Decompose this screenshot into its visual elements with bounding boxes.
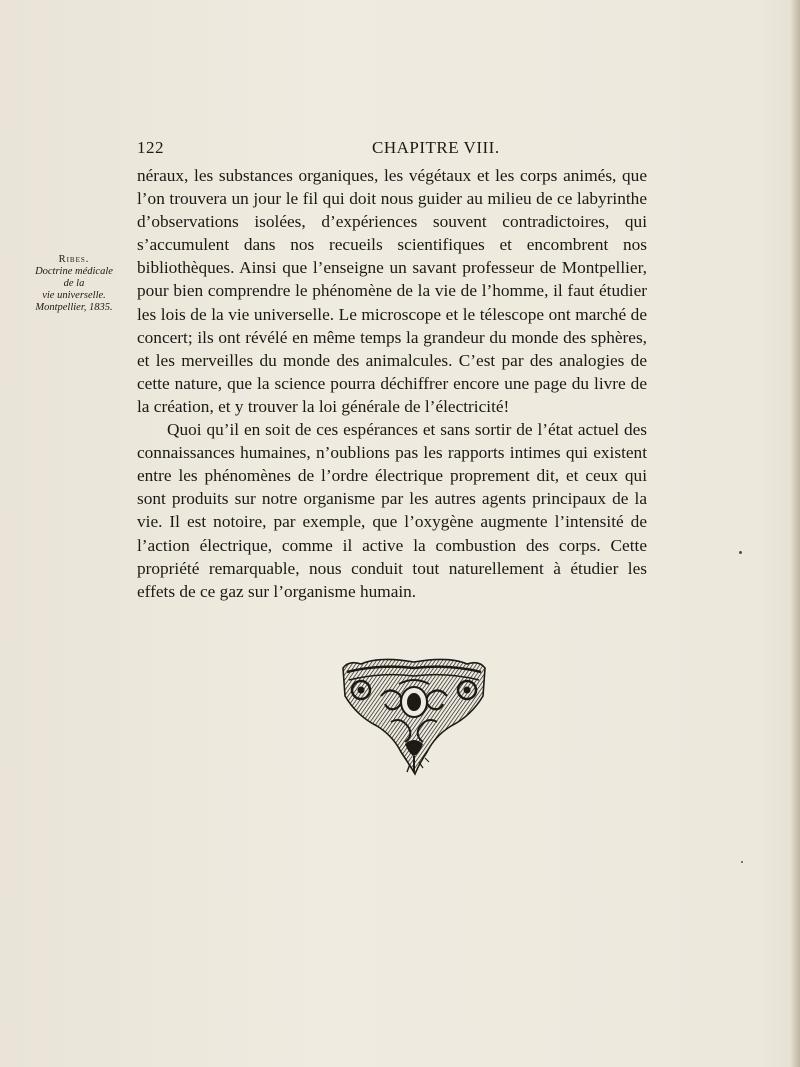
ink-speck — [741, 861, 743, 863]
margin-note-author: Ribes. — [58, 254, 90, 265]
paragraph: néraux, les substances organiques, les végétaux et les corps animés, que l’on trouvera un jour le fil qui doit nous guider au milieu de ce labyrinthe d’observations isolées, d’expériences souvent contradictoires, qui s’accumulent dans nos recueils scientifiques et encombrent nos bibliothèques. Ainsi que l’enseigne un savant professeur de Montpellier, pour bien comprendre le phénomène de la vie de l’homme, il faut étudier les lois de la vie universelle. Le microscope et le télescope ont marché de concert; ils ont révélé en même temps la grandeur du monde des sphères, et les merveilles du monde des animalcules. C’est par des analogies de cette nature, que la science pourra déchiffrer encore une page du livre de la création, et y trouver la loi générale de l’électricité! — [137, 166, 647, 416]
chapter-title: CHAPITRE VIII. — [372, 138, 500, 157]
ink-speck — [739, 551, 742, 554]
margin-note — [20, 254, 128, 314]
body-text — [137, 164, 647, 603]
page-number: 122 — [137, 138, 164, 157]
margin-note-line: Doctrine médicale — [35, 266, 113, 277]
paragraph: Quoi qu’il en soit de ces espérances et sans sortir de l’état actuel des connaissances humaines, n’oublions pas les rapports intimes qui existent entre les phénomènes de l’ordre électrique proprement dit, et ceux qui sont produits sur notre organisme par les autres agents principaux de la vie. Il est notoire, par exemple, que l’oxygène augmente l’intensité de l’action électrique, comme il active la combustion des corps. Cette propriété remarquable, nous conduit tout naturellement à étudier les effets de ce gaz sur l’organisme humain. — [137, 420, 647, 601]
decorative-tailpiece-icon — [339, 656, 489, 776]
running-header — [137, 138, 647, 162]
page-edge-shadow — [790, 0, 800, 1067]
margin-note-line: vie universelle. — [42, 290, 106, 301]
margin-note-line: de la — [63, 278, 85, 289]
margin-note-line: Montpellier, 1835. — [35, 302, 113, 313]
